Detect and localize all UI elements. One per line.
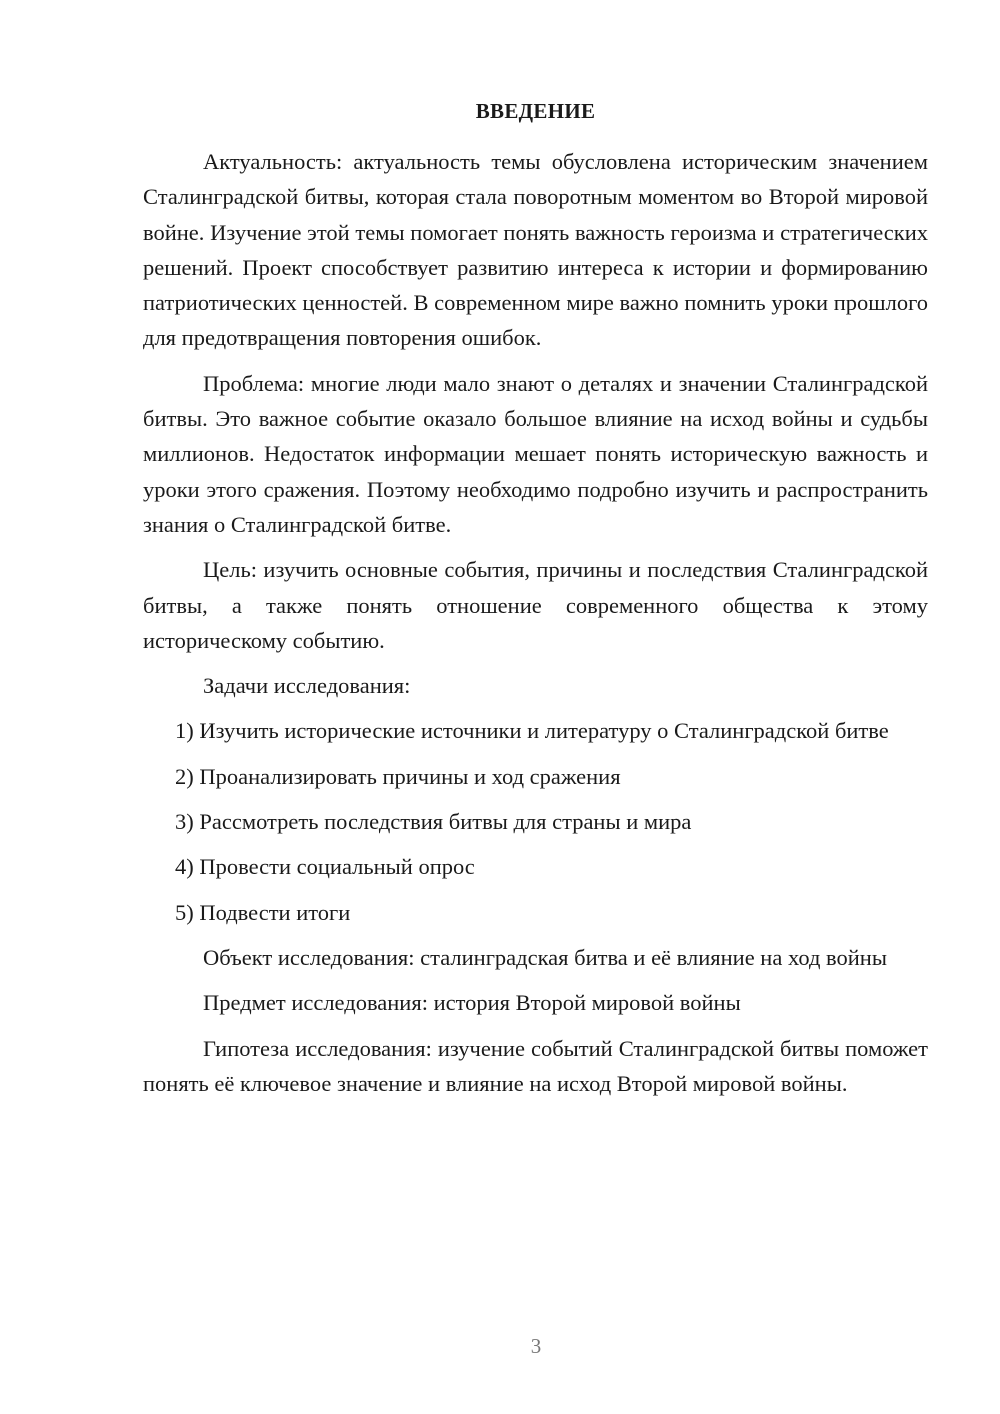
task-item: 3) Рассмотреть последствия битвы для страны и мира — [175, 809, 692, 835]
page-number: 3 — [530, 1334, 542, 1358]
section-title: ВВЕДЕНИЕ — [475, 99, 596, 123]
document-page — [143, 96, 928, 1111]
relevance-paragraph: Актуальность: актуальность темы обусловлена историческим значением Сталинградской битвы, которая стала поворотным моментом во Второй мировой войне. Изучение этой темы помогает понять важность героизма и стратегических решений. Проект способствует развитию интереса к истории и формированию патриотических ценностей. В современном мире важно помнить уроки прошлого для предотвращения повторения ошибок. — [143, 149, 928, 351]
task-item: 2) Проанализировать причины и ход сражения — [175, 763, 621, 789]
subject-paragraph: Предмет исследования: история Второй мировой войны — [203, 990, 741, 1016]
goal-paragraph: Цель: изучить основные события, причины и последствия Сталинградской битвы, а также понять отношение современного общества к этому историческому событию. — [143, 557, 928, 653]
task-item: 5) Подвести итоги — [175, 899, 351, 925]
problem-paragraph: Проблема: многие люди мало знают о деталях и значении Сталинградской битвы. Это важное событие оказало большое влияние на исход войны и судьбы миллионов. Недостаток информации мешает понять историческую важность и уроки этого сражения. Поэтому необходимо подробно изучить и распространить знания о Сталинградской битве. — [143, 370, 928, 537]
tasks-heading: Задачи исследования: — [203, 673, 411, 699]
object-paragraph: Объект исследования: сталинградская битва и её влияние на ход войны — [203, 944, 887, 970]
task-item: 4) Провести социальный опрос — [175, 854, 475, 880]
hypothesis-paragraph: Гипотеза исследования: изучение событий Сталинградской битвы поможет понять её ключевое значение и влияние на исход Второй мировой войны. — [143, 1035, 928, 1096]
task-item: 1) Изучить исторические источники и литературу о Сталинградской битве — [175, 718, 889, 744]
